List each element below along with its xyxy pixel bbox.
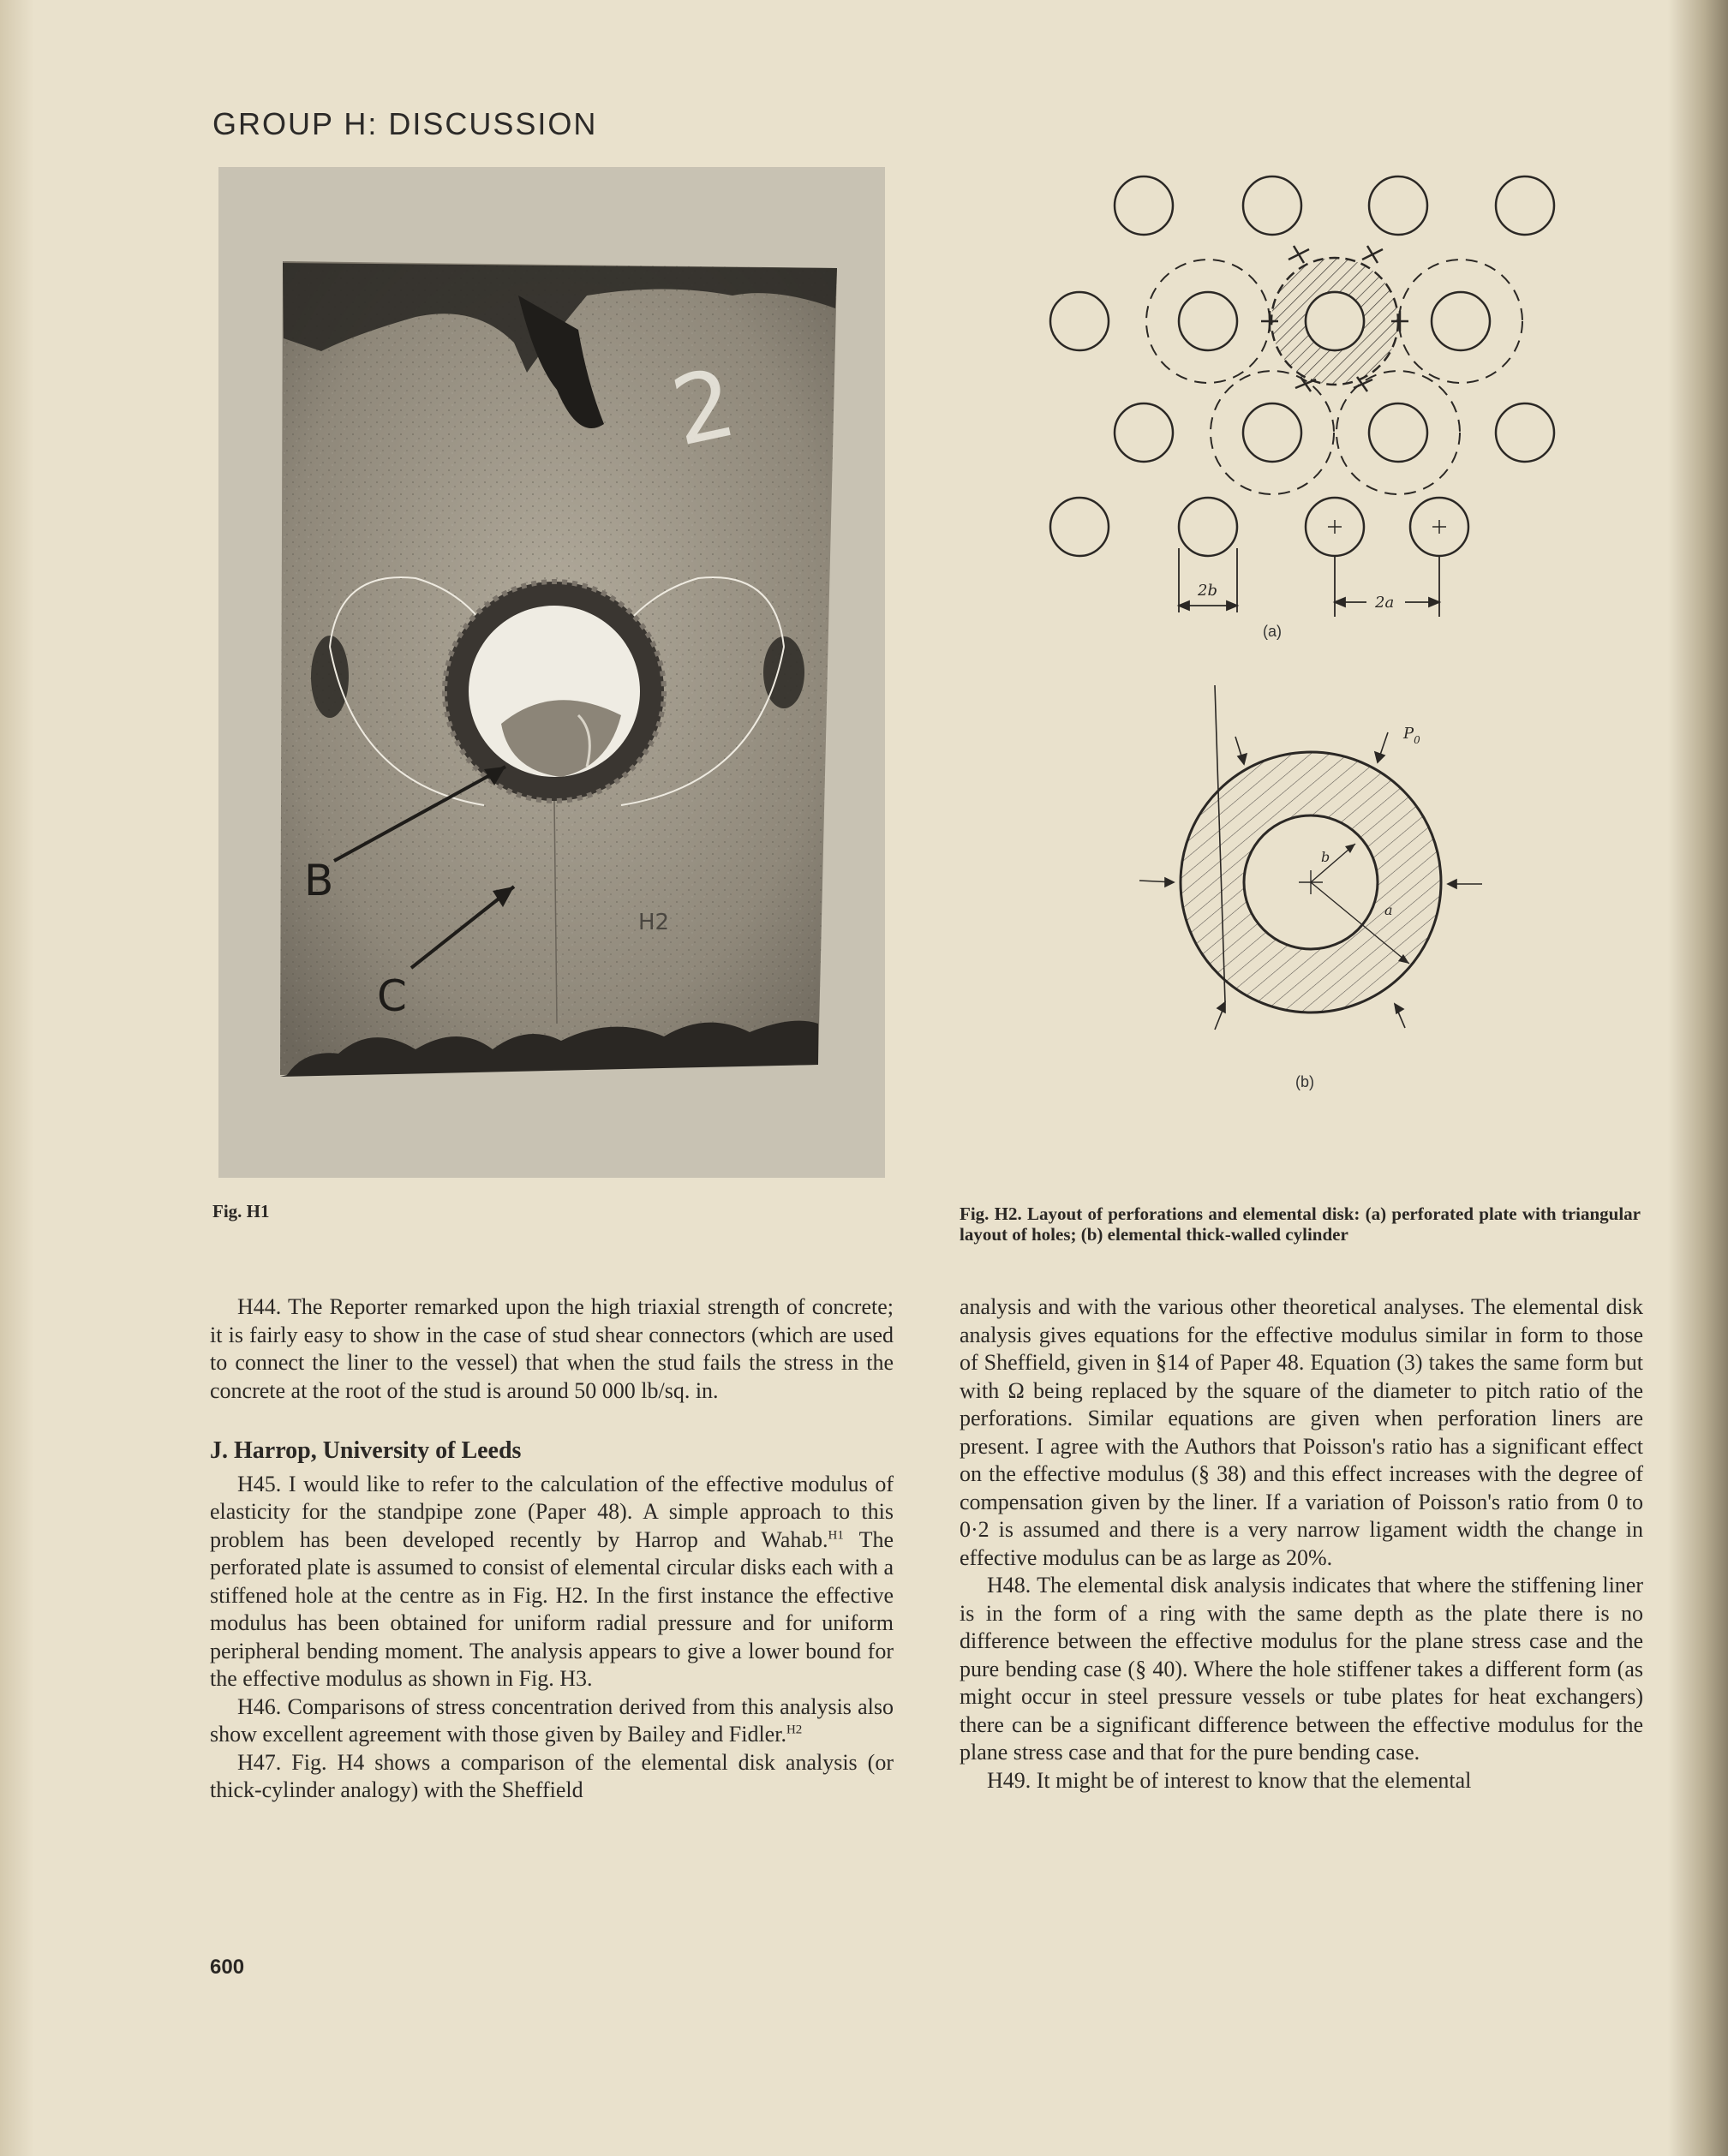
page-number: 600 [210, 1956, 245, 1979]
dimension-2b: 2b [1198, 582, 1217, 600]
photo-label-c: C [377, 971, 407, 1021]
paragraph-h48: H48. The elemental disk analysis indicates that where the stiffening liner is in the form of a ring with the same depth as the plate there is no difference between the effective modulus for the plane stress case and the pure bending case (§ 40). Where the hole stiffener takes a different form (as might occur in steel pressure vessels or tube plates for heat exchangers) there can be a significant difference between the effective modulus for the plane stress case and that for the pure bending case. [960, 1573, 1643, 1765]
figure-h2a-diagram [1028, 167, 1576, 647]
radius-a-label: a [1384, 902, 1393, 918]
running-header: GROUP H: DISCUSSION [212, 106, 598, 141]
figure-h1-photo [218, 167, 885, 1178]
radius-b-label: b [1321, 849, 1330, 865]
paragraph-h44: H44. The Reporter remarked upon the high triaxial strength of concrete; it is fairly easy to show in the case of stud shear connectors (which are used to connect the liner to the vessel) that when the stud fails the stress in the concrete at the root of the stud is around 50 000 lb/sq. in. [210, 1294, 894, 1403]
pressure-p0-label: $P_0$ [1403, 725, 1420, 746]
paragraph-h47: H47. Fig. H4 shows a comparison of the elemental disk analysis (or thick-cylinder analogy) with the Sheffield [210, 1749, 894, 1802]
figure-h2-caption: Fig. H2. Layout of perforations and elemental disk: (a) perforated plate with triangular layout of holes; (b) elemental thick-walled cylinder [960, 1203, 1641, 1245]
right-text-column [960, 1293, 1643, 1795]
section-heading: J. Harrop, University of Leeds [210, 1437, 522, 1464]
reference-h2: H2 [786, 1723, 803, 1737]
page-gutter-shadow [1668, 0, 1728, 2156]
reference-h1: H1 [828, 1527, 844, 1542]
figure-h2-part-a-label: (a) [1263, 623, 1282, 640]
paragraph-h49: H49. It might be of interest to know that the elemental [987, 1767, 1472, 1793]
figure-h2b-diagram [1131, 685, 1491, 1062]
page-edge-left [0, 0, 34, 2156]
svg-text:H2: H2 [638, 910, 670, 935]
paragraph-h45: H45. I would like to refer to the calculation of the effective modulus of elasticity for the standpipe zone (Paper 48). A simple approach to this problem has been developed recently by Harrop and Wahab.$^{H1}$ The perforated plate is assumed to consist of elemental circular disks each with a stiffened hole at the centre as in Fig. H2. In the first instance the effective modulus has been obtained for uniform radial pressure and for uniform peripheral bending moment. The analysis appears to give a lower bound for the effective modulus as shown in Fig. H3. [210, 1471, 894, 1691]
figure-h2-part-b-label: (b) [1295, 1073, 1314, 1090]
left-text-column [210, 1293, 894, 1805]
paragraph-h46: H46. Comparisons of stress concentration derived from this analysis also show excellent agreement with those given by Bailey and Fidler.$^{H2}$ [210, 1693, 894, 1747]
photo-label-b: B [304, 856, 334, 905]
paragraph-h47-continued: analysis and with the various other theoretical analyses. The elemental disk analysis gives equations for the effective modulus similar in form to those of Sheffield, given in §14 of Paper 48. Equation (3) takes the same form but with Ω being replaced by the square of the diameter to pitch ratio of the perforations. Similar equations are given when perforation liners are present. I agree with the Authors that Poisson's ratio has a significant effect on the effective modulus (§ 38) and this effect increases with the degree of compensation given by the liner. If a variation of Poisson's ratio from 0 to 0·2 is assumed and there is a very narrow ligament width the change in effective modulus can be as large as 20%. [960, 1294, 1643, 1570]
figure-h1-caption: Fig. H1 [212, 1201, 270, 1221]
photo-number: 2 [662, 347, 744, 468]
dimension-2a: 2a [1375, 594, 1395, 612]
